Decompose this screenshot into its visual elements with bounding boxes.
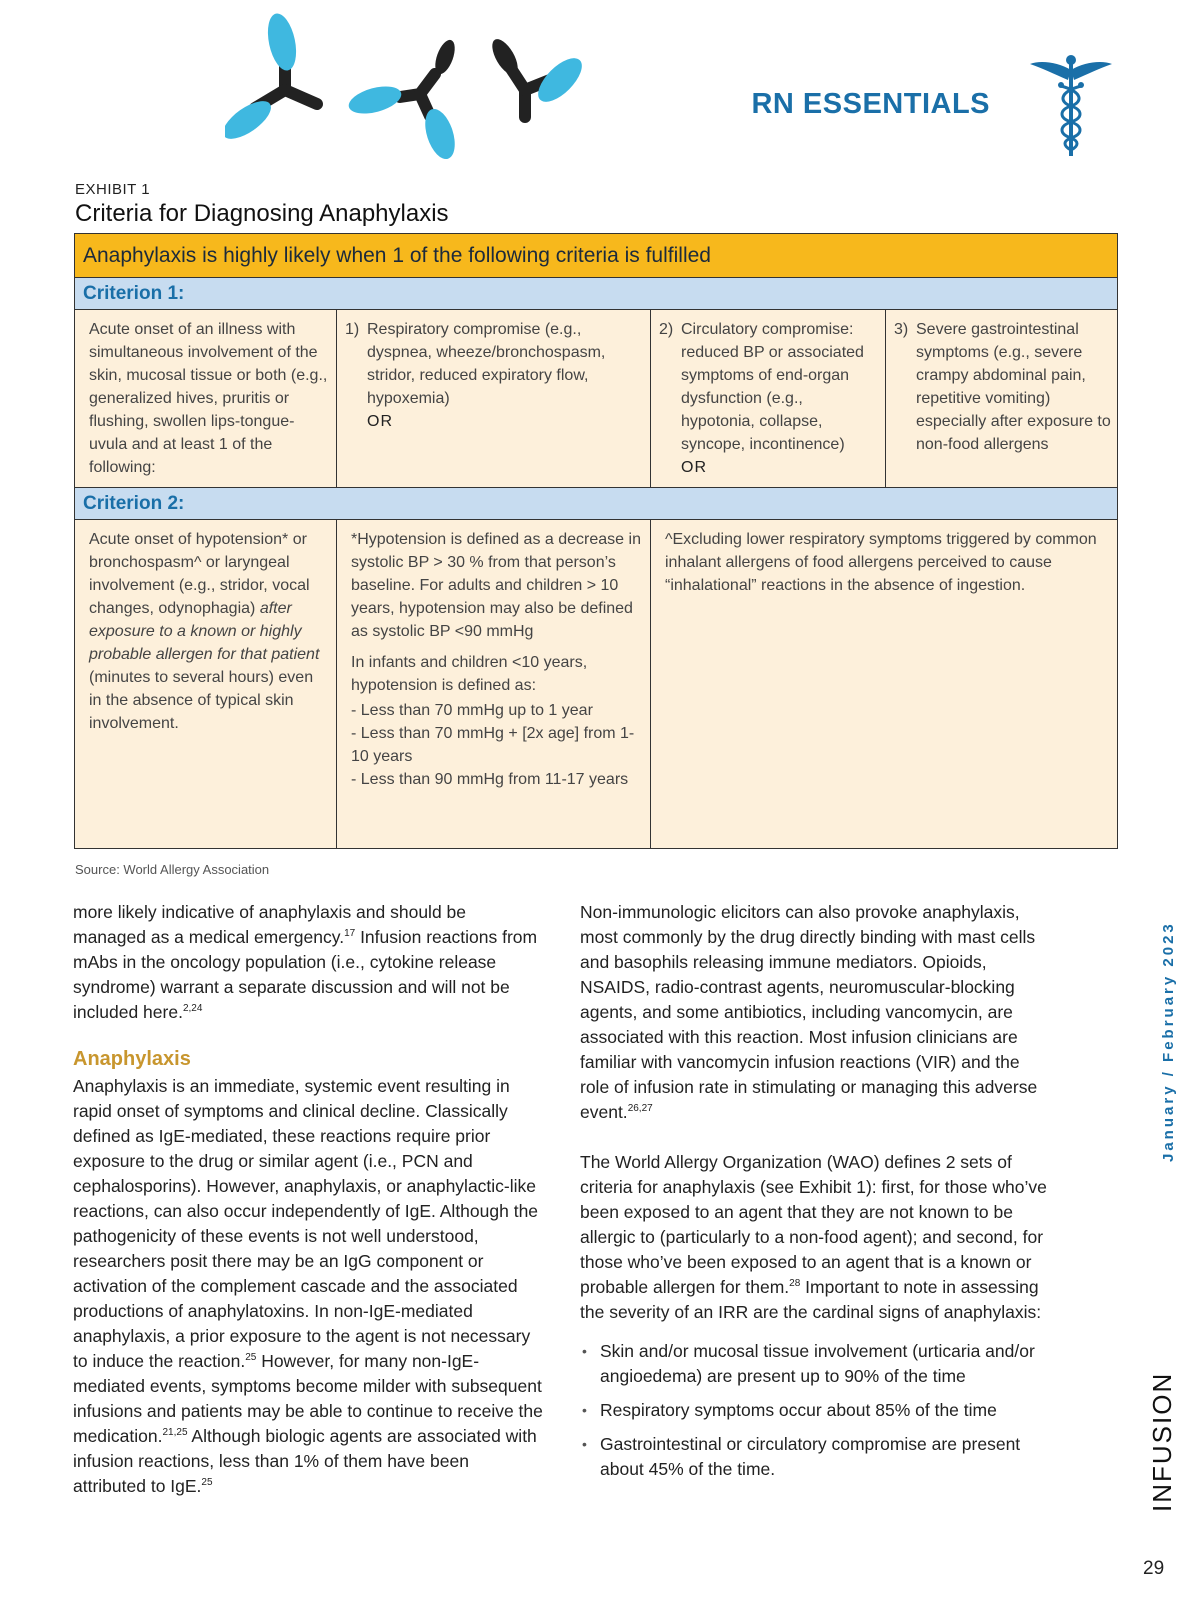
antibody-icon (487, 35, 589, 117)
left-column (73, 900, 543, 1499)
item-text: Circulatory compromise: reduced BP or associated symptoms of end-organ dysfunction (e.g., hypotonia, collapse, syncope, incontinence) (681, 321, 864, 453)
antibody-logo-art (225, 12, 605, 162)
criterion-2-row (75, 520, 1117, 848)
list-item: • Respiratory symptoms occur about 85% of the time (580, 1398, 1050, 1423)
text-span: more likely indicative of anaphylaxis and should be managed as a medical emergency. (73, 902, 467, 947)
infant-item: - Less than 70 mmHg up to 1 year (351, 702, 593, 719)
issue-date: January / February 2023 (1160, 921, 1177, 1162)
citation: 2,24 (182, 1003, 203, 1015)
paragraph (580, 1150, 1050, 1325)
criterion-1-label: Criterion 1: (75, 278, 1117, 310)
citation: 25 (245, 1352, 257, 1364)
antibody-icon (225, 12, 317, 146)
criterion-2-italic-text: after exposure to a known or highly probable allergen for that patient (89, 600, 320, 663)
text-span: However, for many non-IgE-mediated events, symptoms become milder with subsequent infusions and patients may be able to continue to receive the medication. (73, 1351, 543, 1446)
paragraph (580, 900, 1050, 1125)
source-note: Source: World Allergy Association (75, 862, 270, 877)
hypotension-definition (337, 520, 651, 848)
magazine-name: INFUSION (1147, 1371, 1177, 1512)
criterion-2-main (75, 520, 337, 848)
text-span: Anaphylaxis is an immediate, systemic event resulting in rapid onset of symptoms and clinical decline. Classically defined as IgE-mediated, these reactions require prior exposure to the drug or similar agent (i.e., PCN and cephalosporins). However, anaphylaxis, or anaphylactic-like reactions, can also occur independently of IgE. Although the pathogenicity of these events is not well understood, researchers posit there may be an IgG component or activation of the complement cascade and the associated productions of anaphylatoxins. In non-IgE-mediated anaphylaxis, a prior exposure to the agent is not necessary to induce the reaction. (73, 1076, 539, 1371)
item-number: 2) (659, 321, 674, 338)
antibody-icon (346, 37, 461, 162)
table-header: Anaphylaxis is highly likely when 1 of the following criteria is fulfilled (75, 234, 1117, 278)
item-text: Severe gastrointestinal symptoms (e.g., severe crampy abdominal pain, repetitive vomiting) especially after exposure to non-food allergens (916, 321, 1111, 453)
criterion-2-label: Criterion 2: (75, 488, 1117, 520)
or-text: OR (367, 413, 393, 430)
right-column (580, 900, 1050, 1491)
page-number: 29 (1143, 1558, 1165, 1579)
list-item: • Gastrointestinal or circulatory compromise are present about 45% of the time. (580, 1432, 1050, 1482)
text-span: Non-immunologic elicitors can also provoke anaphylaxis, most commonly by the drug directly binding with mast cells and basophils releasing immune mediators. Opioids, NSAIDS, radio-contrast agents, neuromuscular-blocking agents, and some antibiotics, including vancomycin, are associated with this reaction. Most infusion clinicians are familiar with vancomycin infusion reactions (VIR) and the role of infusion rate in stimulating or managing this adverse event. (580, 902, 1038, 1122)
paragraph (73, 1074, 543, 1499)
subheading: Anaphylaxis (73, 1048, 191, 1070)
paragraph (73, 900, 543, 1025)
or-text: OR (681, 459, 707, 476)
exclusion-note: ^Excluding lower respiratory symptoms triggered by common inhalant allergens of food allergens perceived to cause “inhalational” reactions in the absence of ingestion. (665, 531, 1097, 594)
criterion-1-item (651, 310, 886, 487)
infant-item: - Less than 90 mmHg from 11-17 years (351, 771, 629, 788)
hypotension-def-text: *Hypotension is defined as a decrease in systolic BP > 30 % from that person’s baseline. For adults and children > 10 years, hypotension may also be defined as systolic BP <90 mmHg (351, 531, 641, 640)
section-title: RN ESSENTIALS (751, 88, 990, 120)
criterion-1-item (886, 310, 1116, 487)
criterion-1-row (75, 310, 1117, 488)
infants-intro: In infants and children <10 years, hypotension is defined as: (351, 654, 588, 694)
citation: 25 (201, 1477, 213, 1489)
criterion-1-item (337, 310, 651, 487)
infant-item: - Less than 70 mmHg + [2x age] from 1-10 years (351, 725, 635, 765)
criterion-2-text: Acute onset of hypotension* or bronchospasm^ or laryngeal involvement (e.g., stridor, vocal changes, odynophagia) (89, 531, 310, 617)
criteria-table (74, 233, 1118, 849)
criterion-2-text-end: (minutes to several hours) even in the absence of typical skin involvement. (89, 669, 314, 732)
item-text: Respiratory compromise (e.g., dyspnea, wheeze/bronchospasm, stridor, reduced expiratory flow, hypoxemia) (367, 321, 606, 407)
citation: 26,27 (627, 1103, 653, 1115)
text-span: Infusion reactions from mAbs in the oncology population (i.e., cytokine release syndrome) warrant a separate discussion and will not be included here. (73, 927, 538, 1022)
item-number: 3) (894, 321, 909, 338)
citation: 17 (344, 928, 356, 940)
item-number: 1) (345, 321, 360, 338)
criterion-1-intro: Acute onset of an illness with simultaneous involvement of the skin, mucosal tissue or both (e.g., generalized hives, pruritis or flushing, swollen lips-tongue-uvula and at least 1 of the following: (75, 310, 337, 487)
text-span: Although biologic agents are associated with infusion reactions, less than 1% of them have been attributed to IgE. (73, 1426, 537, 1496)
list-item: • Skin and/or mucosal tissue involvement (urticaria and/or angioedema) are present up to 90% of the time (580, 1339, 1050, 1389)
citation: 28 (789, 1278, 801, 1290)
exhibit-label: EXHIBIT 1 (75, 181, 151, 198)
text-span: Important to note in assessing the severity of an IRR are the cardinal signs of anaphylaxis: (580, 1277, 1042, 1322)
bullet-list (580, 1339, 1050, 1482)
citation: 21,25 (162, 1427, 188, 1439)
caduceus-icon (1028, 52, 1114, 158)
exhibit-title: Criteria for Diagnosing Anaphylaxis (75, 200, 449, 227)
text-span: The World Allergy Organization (WAO) defines 2 sets of criteria for anaphylaxis (see Exhibit 1): first, for those who’ve been exposed to an agent that they are not known to be allergic to (particularly to a non-food agent); and second, for those who’ve been exposed to an agent that is a known or probable allergen for them. (580, 1152, 1047, 1297)
